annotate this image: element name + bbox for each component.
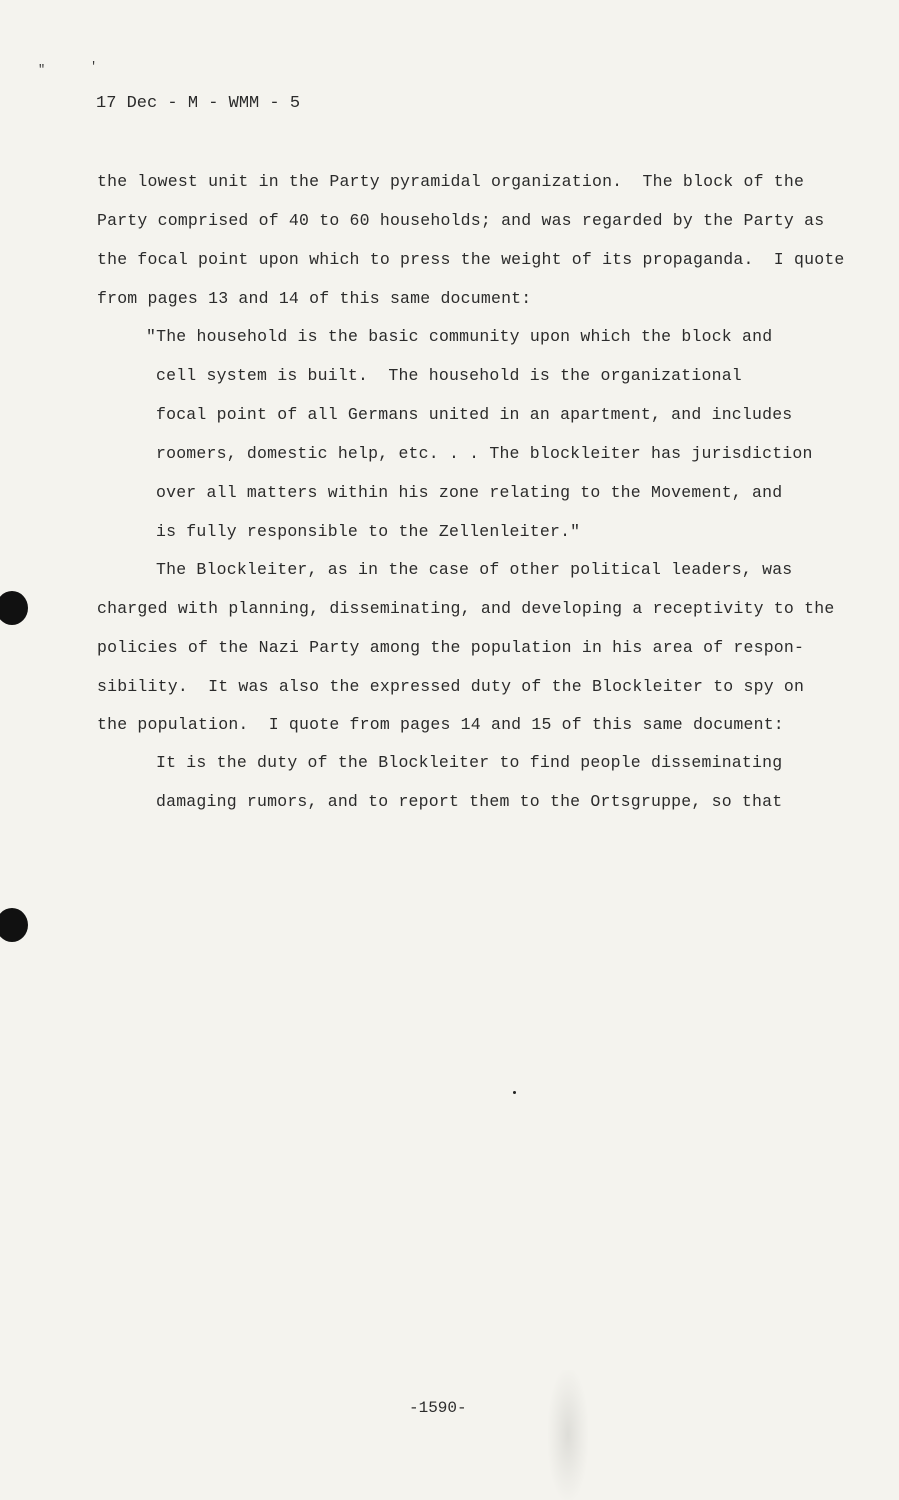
quote-line: cell system is built. The household is the organizational <box>156 366 742 385</box>
punch-hole-lower <box>0 908 28 942</box>
page-number: -1590- <box>409 1399 467 1417</box>
text-line: Party comprised of 40 to 60 households; and was regarded by the Party as <box>97 211 825 230</box>
quote-line: damaging rumors, and to report them to the Ortsgruppe, so that <box>156 792 783 811</box>
text-line: the population. I quote from pages 14 and 15 of this same document: <box>97 715 784 734</box>
text-line: the lowest unit in the Party pyramidal organization. The block of the <box>97 172 805 191</box>
text-line: policies of the Nazi Party among the population in his area of respon- <box>97 638 805 657</box>
document-reference: 17 Dec - M - WMM - 5 <box>96 94 301 113</box>
text-line: sibility. It was also the expressed duty of the Blockleiter to spy on <box>97 677 805 696</box>
text-line: from pages 13 and 14 of this same document: <box>97 289 532 308</box>
punch-hole-upper <box>0 591 28 625</box>
quote-line: focal point of all Germans united in an apartment, and includes <box>156 405 793 424</box>
quote-line: is fully responsible to the Zellenleiter." <box>156 522 581 541</box>
text-line: the focal point upon which to press the weight of its propaganda. I quote <box>97 250 845 269</box>
text-line: charged with planning, disseminating, and developing a receptivity to the <box>97 599 835 618</box>
quote-line: It is the duty of the Blockleiter to find people disseminating <box>156 753 783 772</box>
quote-line: "The household is the basic community upon which the block and <box>146 327 773 346</box>
corner-mark-right: ' <box>90 60 98 74</box>
quote-line: roomers, domestic help, etc. . . The blockleiter has jurisdiction <box>156 444 813 463</box>
ink-speck <box>513 1091 516 1094</box>
paragraph-first-line: The Blockleiter, as in the case of other political leaders, was <box>156 560 793 579</box>
corner-mark-left: " <box>38 63 46 77</box>
quote-line: over all matters within his zone relating to the Movement, and <box>156 483 783 502</box>
paper-smudge <box>548 1370 588 1500</box>
